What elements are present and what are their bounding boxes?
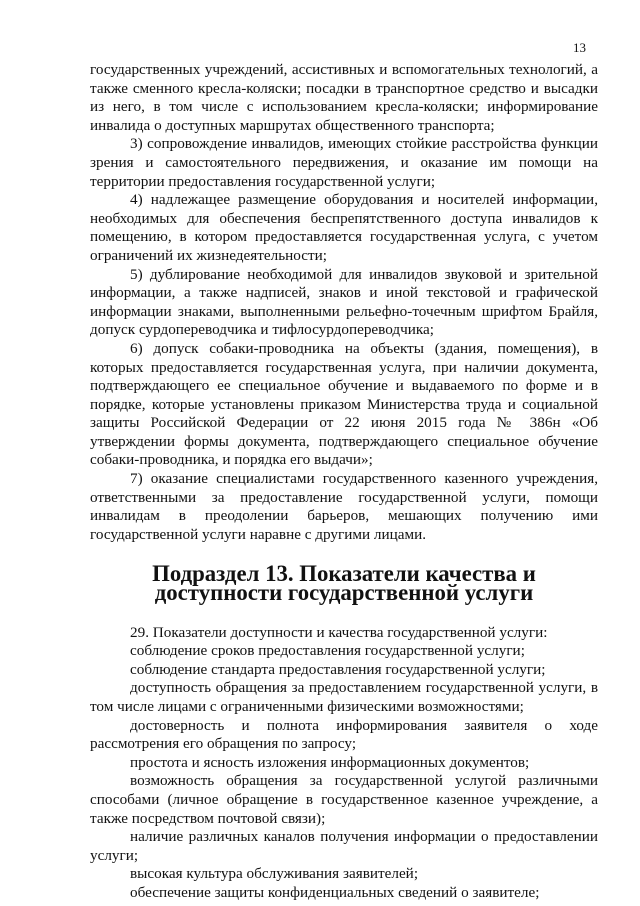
paragraph-item-5: 5) дублирование необходимой для инвалидов звуковой и зрительной информации, а также надписей, знаков и иной текстовой и графической информации знаками, выполненными рельефно-точечным шрифтом Брайля, допуск сурдопереводчика и тифлосурдопереводчика; xyxy=(90,265,598,339)
paragraph-item-3: 3) сопровождение инвалидов, имеющих стойкие расстройства функции зрения и самостоятельного передвижения, и оказание им помощи на территории предоставления государственной услуги; xyxy=(90,135,598,190)
page-number: 13 xyxy=(573,40,586,55)
paragraph-continuation: государственных учреждений, ассистивных и вспомогательных технологий, а также сменного кресла-коляски; посадки в транспортное средство и высадки из него, в том числе с использованием кресла-коляски; информирование инвалида о доступных маршрутах общественного транспорта; xyxy=(90,61,598,134)
paragraph-item-6: 6) допуск собаки-проводника на объекты (здания, помещения), в которых предоставляется государственная услуга, при наличии документа, подтверждающего ее специальное обучение и выдаваемого по форме и в порядке, которые установлены приказом Министерства труда и социальной защиты Российской Федерации от 22 июня 2015 года № 386н «Об утверждении формы документа, подтверждающего специальное обучение собаки-проводника, и порядка его выдачи»; xyxy=(90,339,598,469)
indicator-item: простота и ясность изложения информационных документов; xyxy=(130,753,530,771)
indicator-item: соблюдение стандарта предоставления государственной услуги; xyxy=(130,660,546,678)
document-body xyxy=(90,61,598,903)
paragraph-item-4: 4) надлежащее размещение оборудования и носителей информации, необходимых для обеспечения беспрепятственного доступа инвалидов к помещению, в котором предоставляется государственная услуга, с учетом ограничений их жизнедеятельности; xyxy=(90,191,598,264)
indicator-item: возможность обращения за государственной услугой различными способами (личное обращение в государственное казенное учреждение, а также посредством почтовой связи); xyxy=(90,772,598,827)
paragraph-item-7: 7) оказание специалистами государственного казенного учреждения, ответственными за предоставление государственной услуги, помощи инвалидам в преодолении барьеров, мешающих получению ими государственной услуги наравне с другими лицами. xyxy=(90,470,598,543)
paragraph-29-intro: 29. Показатели доступности и качества государственной услуги: xyxy=(130,623,548,641)
section-heading: Подраздел 13. Показатели качества и доступности государственной услуги xyxy=(152,561,536,606)
indicator-item: обеспечение защиты конфиденциальных сведений о заявителе; xyxy=(130,883,540,901)
indicator-item: достоверность и полнота информирования заявителя о ходе рассмотрения его обращения по запросу; xyxy=(90,716,598,753)
indicator-item: наличие различных каналов получения информации о предоставлении услуги; xyxy=(90,828,598,864)
indicator-item: доступность обращения за предоставлением государственной услуги, в том числе лицами с ограниченными физическими возможностями; xyxy=(90,679,598,715)
indicator-item: высокая культура обслуживания заявителей; xyxy=(130,865,419,883)
indicator-item: соблюдение сроков предоставления государственной услуги; xyxy=(130,642,525,660)
